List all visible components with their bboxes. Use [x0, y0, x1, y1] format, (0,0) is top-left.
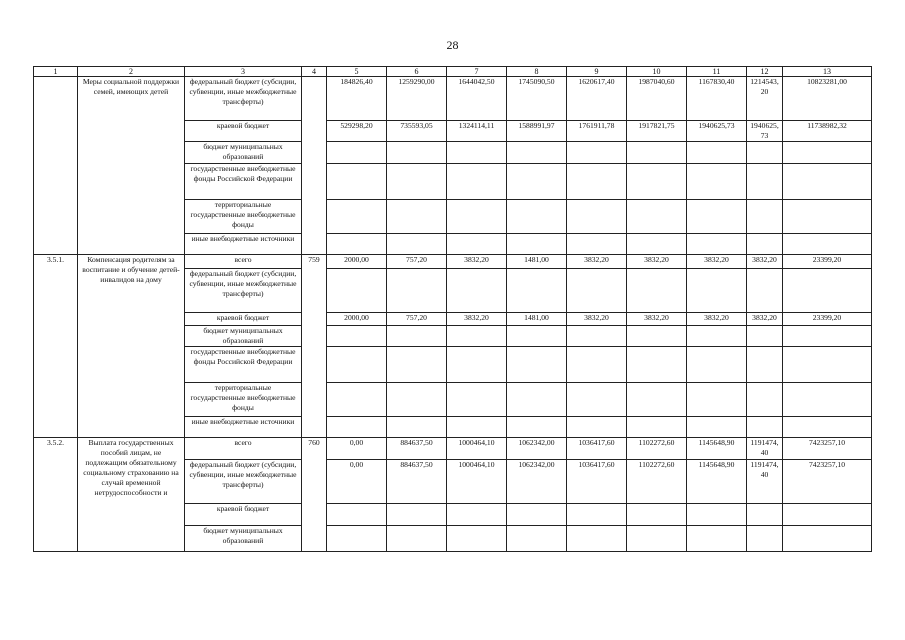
funding-source: иные внебюджетные источники — [185, 234, 302, 255]
value-cell: 1145648,90 — [687, 438, 747, 460]
value-cell: 1940625,73 — [687, 121, 747, 142]
value-cell — [327, 504, 387, 526]
value-cell: 3832,20 — [687, 255, 747, 269]
column-header: 4 — [302, 67, 327, 77]
value-cell — [507, 347, 567, 383]
value-cell — [627, 269, 687, 313]
value-cell — [387, 326, 447, 347]
value-cell — [387, 164, 447, 200]
value-cell — [507, 504, 567, 526]
funding-source: краевой бюджет — [185, 313, 302, 326]
value-cell: 884637,50 — [387, 460, 447, 504]
value-cell — [447, 417, 507, 438]
value-cell — [687, 347, 747, 383]
value-cell: 1745090,50 — [507, 77, 567, 121]
value-cell: 1940625,73 — [747, 121, 783, 142]
column-header: 1 — [34, 67, 78, 77]
value-cell: 2000,00 — [327, 313, 387, 326]
value-cell — [327, 417, 387, 438]
value-cell — [507, 526, 567, 552]
value-cell: 1644042,50 — [447, 77, 507, 121]
value-cell — [567, 269, 627, 313]
value-cell — [627, 234, 687, 255]
funding-source: государственные внебюджетные фонды Российской Федерации — [185, 347, 302, 383]
value-cell: 529298,20 — [327, 121, 387, 142]
funding-source: краевой бюджет — [185, 121, 302, 142]
funding-source: иные внебюджетные источники — [185, 417, 302, 438]
value-cell — [387, 347, 447, 383]
value-cell — [747, 164, 783, 200]
value-cell: 1000464,10 — [447, 460, 507, 504]
column-header: 6 — [387, 67, 447, 77]
value-cell — [783, 383, 872, 417]
value-cell — [567, 417, 627, 438]
value-cell — [387, 142, 447, 164]
value-cell — [447, 347, 507, 383]
column-header: 2 — [78, 67, 185, 77]
value-cell — [747, 326, 783, 347]
funding-source: федеральный бюджет (субсидии, субвенции, иные межбюджетные трансферты) — [185, 460, 302, 504]
value-cell — [627, 504, 687, 526]
value-cell — [447, 504, 507, 526]
value-cell — [387, 200, 447, 234]
value-cell — [783, 234, 872, 255]
value-cell: 3832,20 — [567, 313, 627, 326]
value-cell: 1481,00 — [507, 313, 567, 326]
value-cell — [447, 142, 507, 164]
value-cell: 10823281,00 — [783, 77, 872, 121]
value-cell — [747, 504, 783, 526]
value-cell: 3832,20 — [567, 255, 627, 269]
section-code: 759 — [302, 255, 327, 438]
value-cell: 0,00 — [327, 438, 387, 460]
page-number: 28 — [446, 38, 459, 52]
value-cell: 3832,20 — [627, 313, 687, 326]
value-cell: 1000464,10 — [447, 438, 507, 460]
value-cell: 7423257,10 — [783, 438, 872, 460]
value-cell — [747, 526, 783, 552]
value-cell — [567, 200, 627, 234]
value-cell — [783, 417, 872, 438]
value-cell — [747, 234, 783, 255]
funding-source: федеральный бюджет (субсидии, субвенции, иные межбюджетные трансферты) — [185, 77, 302, 121]
value-cell — [447, 383, 507, 417]
value-cell: 11738982,32 — [783, 121, 872, 142]
value-cell — [687, 164, 747, 200]
value-cell — [687, 504, 747, 526]
value-cell — [567, 234, 627, 255]
value-cell: 3832,20 — [627, 255, 687, 269]
funding-source: федеральный бюджет (субсидии, субвенции, иные межбюджетные трансферты) — [185, 269, 302, 313]
value-cell: 735593,05 — [387, 121, 447, 142]
value-cell: 3832,20 — [687, 313, 747, 326]
value-cell — [783, 200, 872, 234]
value-cell — [447, 200, 507, 234]
column-header: 12 — [747, 67, 783, 77]
value-cell — [387, 526, 447, 552]
value-cell: 1145648,90 — [687, 460, 747, 504]
funding-source: краевой бюджет — [185, 504, 302, 526]
value-cell: 3832,20 — [447, 313, 507, 326]
column-header: 7 — [447, 67, 507, 77]
value-cell — [747, 417, 783, 438]
funding-source: бюджет муниципальных образований — [185, 526, 302, 552]
value-cell: 1102272,60 — [627, 438, 687, 460]
table-row — [34, 77, 872, 121]
value-cell — [507, 234, 567, 255]
funding-source: территориальные государственные внебюджетные фонды — [185, 383, 302, 417]
budget-table — [33, 66, 872, 552]
value-cell: 1259290,00 — [387, 77, 447, 121]
value-cell — [783, 347, 872, 383]
value-cell: 1036417,60 — [567, 438, 627, 460]
value-cell — [783, 526, 872, 552]
value-cell: 884637,50 — [387, 438, 447, 460]
value-cell: 3832,20 — [747, 255, 783, 269]
funding-source: государственные внебюджетные фонды Российской Федерации — [185, 164, 302, 200]
section-code — [302, 77, 327, 255]
section-id — [34, 77, 78, 255]
funding-source: территориальные государственные внебюджетные фонды — [185, 200, 302, 234]
value-cell — [447, 234, 507, 255]
value-cell — [687, 326, 747, 347]
column-header: 5 — [327, 67, 387, 77]
column-header: 10 — [627, 67, 687, 77]
value-cell: 3832,20 — [447, 255, 507, 269]
value-cell — [327, 234, 387, 255]
value-cell — [567, 526, 627, 552]
value-cell: 757,20 — [387, 313, 447, 326]
value-cell — [447, 326, 507, 347]
value-cell — [327, 326, 387, 347]
section-code: 760 — [302, 438, 327, 552]
value-cell: 757,20 — [387, 255, 447, 269]
column-header: 11 — [687, 67, 747, 77]
value-cell — [327, 383, 387, 417]
value-cell: 1987040,60 — [627, 77, 687, 121]
value-cell — [783, 142, 872, 164]
value-cell — [507, 142, 567, 164]
value-cell: 1324114,11 — [447, 121, 507, 142]
value-cell — [747, 269, 783, 313]
section-name: Выплата государственных пособий лицам, не подлежащим обязательному социальному страхованию на случай временной нетрудоспособности и — [78, 438, 185, 552]
value-cell: 184826,40 — [327, 77, 387, 121]
value-cell — [387, 269, 447, 313]
value-cell: 23399,20 — [783, 313, 872, 326]
value-cell: 7423257,10 — [783, 460, 872, 504]
value-cell — [747, 200, 783, 234]
value-cell — [687, 383, 747, 417]
value-cell: 1062342,00 — [507, 460, 567, 504]
value-cell — [627, 347, 687, 383]
section-id: 3.5.1. — [34, 255, 78, 438]
value-cell — [447, 526, 507, 552]
value-cell — [687, 234, 747, 255]
value-cell — [783, 269, 872, 313]
funding-source: бюджет муниципальных образований — [185, 326, 302, 347]
section-id: 3.5.2. — [34, 438, 78, 552]
section-name: Меры социальной поддержки семей, имеющих детей — [78, 77, 185, 255]
value-cell: 1191474,40 — [747, 438, 783, 460]
value-cell — [327, 269, 387, 313]
value-cell — [567, 347, 627, 383]
value-cell: 3832,20 — [747, 313, 783, 326]
value-cell — [687, 269, 747, 313]
value-cell — [747, 383, 783, 417]
value-cell — [747, 347, 783, 383]
value-cell — [327, 347, 387, 383]
value-cell: 1167830,40 — [687, 77, 747, 121]
column-header: 9 — [567, 67, 627, 77]
value-cell — [627, 142, 687, 164]
value-cell — [627, 383, 687, 417]
value-cell — [507, 200, 567, 234]
value-cell — [567, 504, 627, 526]
value-cell — [387, 234, 447, 255]
value-cell — [447, 164, 507, 200]
value-cell — [747, 142, 783, 164]
value-cell: 1036417,60 — [567, 460, 627, 504]
value-cell — [327, 164, 387, 200]
value-cell — [387, 383, 447, 417]
value-cell — [567, 326, 627, 347]
value-cell — [567, 383, 627, 417]
value-cell: 0,00 — [327, 460, 387, 504]
value-cell — [327, 200, 387, 234]
value-cell — [327, 142, 387, 164]
section-name: Компенсация родителям за воспитание и обучение детей-инвалидов на дому — [78, 255, 185, 438]
value-cell: 1102272,60 — [627, 460, 687, 504]
value-cell — [447, 269, 507, 313]
value-cell — [687, 417, 747, 438]
value-cell — [783, 326, 872, 347]
value-cell: 1214543,20 — [747, 77, 783, 121]
value-cell — [783, 504, 872, 526]
column-header: 13 — [783, 67, 872, 77]
value-cell — [507, 383, 567, 417]
funding-source: всего — [185, 438, 302, 460]
value-cell — [783, 164, 872, 200]
value-cell — [627, 417, 687, 438]
value-cell: 23399,20 — [783, 255, 872, 269]
value-cell — [507, 269, 567, 313]
value-cell: 1481,00 — [507, 255, 567, 269]
value-cell — [507, 326, 567, 347]
value-cell — [567, 164, 627, 200]
value-cell: 1588991,97 — [507, 121, 567, 142]
value-cell — [387, 417, 447, 438]
column-header: 3 — [185, 67, 302, 77]
value-cell — [627, 200, 687, 234]
value-cell — [687, 200, 747, 234]
table-row — [34, 255, 872, 269]
value-cell: 1761911,78 — [567, 121, 627, 142]
table-row — [34, 438, 872, 460]
value-cell — [507, 417, 567, 438]
value-cell: 1620617,40 — [567, 77, 627, 121]
funding-source: всего — [185, 255, 302, 269]
value-cell: 1191474,40 — [747, 460, 783, 504]
value-cell — [507, 164, 567, 200]
value-cell — [687, 142, 747, 164]
funding-source: бюджет муниципальных образований — [185, 142, 302, 164]
value-cell — [687, 526, 747, 552]
value-cell — [327, 526, 387, 552]
value-cell — [627, 526, 687, 552]
value-cell: 1917821,75 — [627, 121, 687, 142]
value-cell: 1062342,00 — [507, 438, 567, 460]
value-cell — [567, 142, 627, 164]
header-row — [34, 67, 872, 77]
value-cell — [627, 326, 687, 347]
column-header: 8 — [507, 67, 567, 77]
value-cell: 2000,00 — [327, 255, 387, 269]
value-cell — [387, 504, 447, 526]
value-cell — [627, 164, 687, 200]
